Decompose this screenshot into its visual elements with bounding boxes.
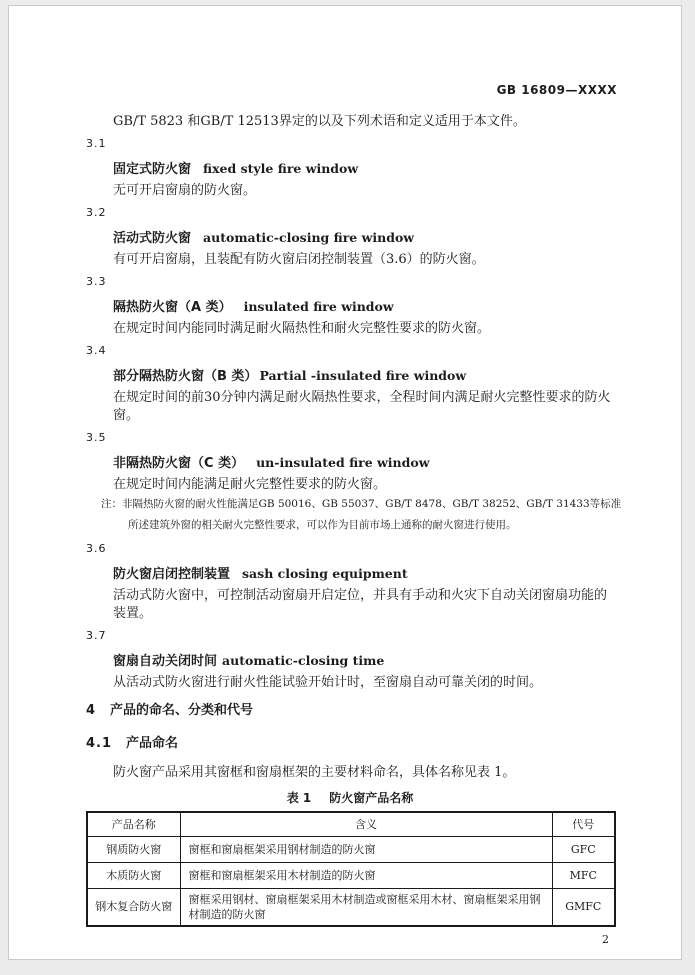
term-number: 3.1 — [86, 137, 107, 150]
page-number: 2 — [602, 932, 609, 946]
term-number: 3.5 — [86, 431, 107, 444]
clause-4-1-heading — [86, 736, 617, 752]
term-number: 3.7 — [86, 629, 107, 642]
clause-number: 4 — [86, 703, 97, 718]
term-number: 3.6 — [86, 542, 107, 555]
term-title-en: automatic-closing fire window — [203, 230, 415, 245]
term-3-6 — [86, 541, 617, 623]
table-1-caption — [86, 790, 614, 806]
term-title — [113, 298, 617, 316]
clause-number: 4.1 — [86, 736, 113, 751]
term-title-zh: 窗扇自动关闭时间 — [113, 654, 218, 669]
table-row — [87, 862, 615, 888]
table-row — [87, 836, 615, 862]
table-caption-label: 表 1 — [286, 791, 312, 805]
term-3-3 — [86, 274, 617, 338]
term-title-zh: 活动式防火窗 — [113, 231, 192, 246]
term-title-en: un-insulated fire window — [256, 455, 430, 470]
cell-code: GMFC — [552, 888, 615, 926]
intro-paragraph: GB/T 5823 和GB/T 12513界定的以及下列术语和定义适用于本文件。 — [113, 114, 526, 129]
cell-product-name: 钢质防火窗 — [87, 836, 180, 862]
term-title-en: Partial -insulated fire window — [259, 368, 467, 383]
term-definition: 无可开启窗扇的防火窗。 — [113, 183, 257, 198]
cell-code: MFC — [552, 862, 615, 888]
term-title-zh: 非隔热防火窗（C 类） — [113, 456, 245, 471]
table-caption-text: 防火窗产品名称 — [329, 791, 414, 805]
clause-4-1-paragraph: 防火窗产品采用其窗框和窗扇框架的主要材料命名，具体名称见表 1。 — [113, 765, 516, 780]
term-title-zh: 隔热防火窗（A 类） — [113, 300, 232, 315]
table-row — [87, 888, 615, 926]
term-3-4 — [86, 343, 617, 425]
term-definition: 从活动式防火窗进行耐火性能试验开始计时，至窗扇自动可靠关闭的时间。 — [113, 675, 543, 690]
term-definition: 在规定时间内能同时满足耐火隔热性和耐火完整性要求的防火窗。 — [113, 321, 491, 336]
col-header-code: 代号 — [552, 812, 615, 836]
term-title-zh: 固定式防火窗 — [113, 162, 192, 177]
term-title-en: fixed style fire window — [203, 161, 359, 176]
table-1-product-names — [86, 811, 616, 927]
clause-4-heading — [86, 703, 617, 719]
term-definition: 在规定时间的前30分钟内满足耐火隔热性要求，全程时间内满足耐火完整性要求的防火窗。 — [113, 390, 611, 423]
term-title-en: sash closing equipment — [242, 566, 408, 581]
table-header-row — [87, 812, 615, 836]
cell-meaning: 窗框和窗扇框架采用钢材制造的防火窗 — [180, 836, 552, 862]
term-3-2 — [86, 205, 617, 269]
term-title — [113, 454, 617, 472]
term-3-7 — [86, 628, 617, 692]
term-title-zh: 防火窗启闭控制装置 — [113, 567, 231, 582]
cell-meaning: 窗框和窗扇框架采用木材制造的防火窗 — [180, 862, 552, 888]
cell-code: GFC — [552, 836, 615, 862]
term-title-zh: 部分隔热防火窗（B 类） — [113, 369, 258, 384]
term-title — [113, 229, 617, 247]
term-3-5 — [86, 430, 622, 536]
col-header-product-name: 产品名称 — [87, 812, 180, 836]
document-page — [8, 5, 682, 960]
term-3-1 — [86, 136, 617, 200]
cell-product-name: 钢木复合防火窗 — [87, 888, 180, 926]
term-title-en: automatic-closing time — [222, 653, 385, 668]
note-label: 注： — [101, 498, 122, 510]
term-definition: 活动式防火窗中，可控制活动窗扇开启定位，并具有手动和火灾下自动关闭窗扇功能的装置。 — [113, 588, 608, 621]
term-title — [113, 652, 617, 670]
term-title-en: insulated fire window — [243, 299, 394, 314]
term-number: 3.2 — [86, 206, 107, 219]
term-definition: 在规定时间内能满足耐火完整性要求的防火窗。 — [113, 477, 387, 492]
clause-title: 产品的命名、分类和代号 — [110, 703, 254, 718]
term-title — [113, 367, 617, 385]
term-title — [113, 160, 617, 178]
clause-title: 产品命名 — [126, 736, 179, 751]
cell-meaning: 窗框采用钢材、窗扇框架采用木材制造或窗框采用木材、窗扇框架采用钢材制造的防火窗 — [180, 888, 552, 926]
col-header-meaning: 含义 — [180, 812, 552, 836]
term-title — [113, 565, 617, 583]
standard-number-header: GB 16809—XXXX — [496, 83, 617, 97]
note-text: 非隔热防火窗的耐火性能满足GB 50016、GB 55037、GB/T 8478、GB/T 38252、GB/T 31433等标准所述建筑外窗的相关耐火完整性要求，可以作为目前市场上通称的耐火窗进行使用。 — [122, 498, 622, 531]
cell-product-name: 木质防火窗 — [87, 862, 180, 888]
page-content — [9, 82, 681, 947]
term-note — [101, 494, 626, 536]
term-number: 3.4 — [86, 344, 107, 357]
term-definition: 有可开启窗扇，且装配有防火窗启闭控制装置（3.6）的防火窗。 — [113, 252, 485, 267]
term-number: 3.3 — [86, 275, 107, 288]
